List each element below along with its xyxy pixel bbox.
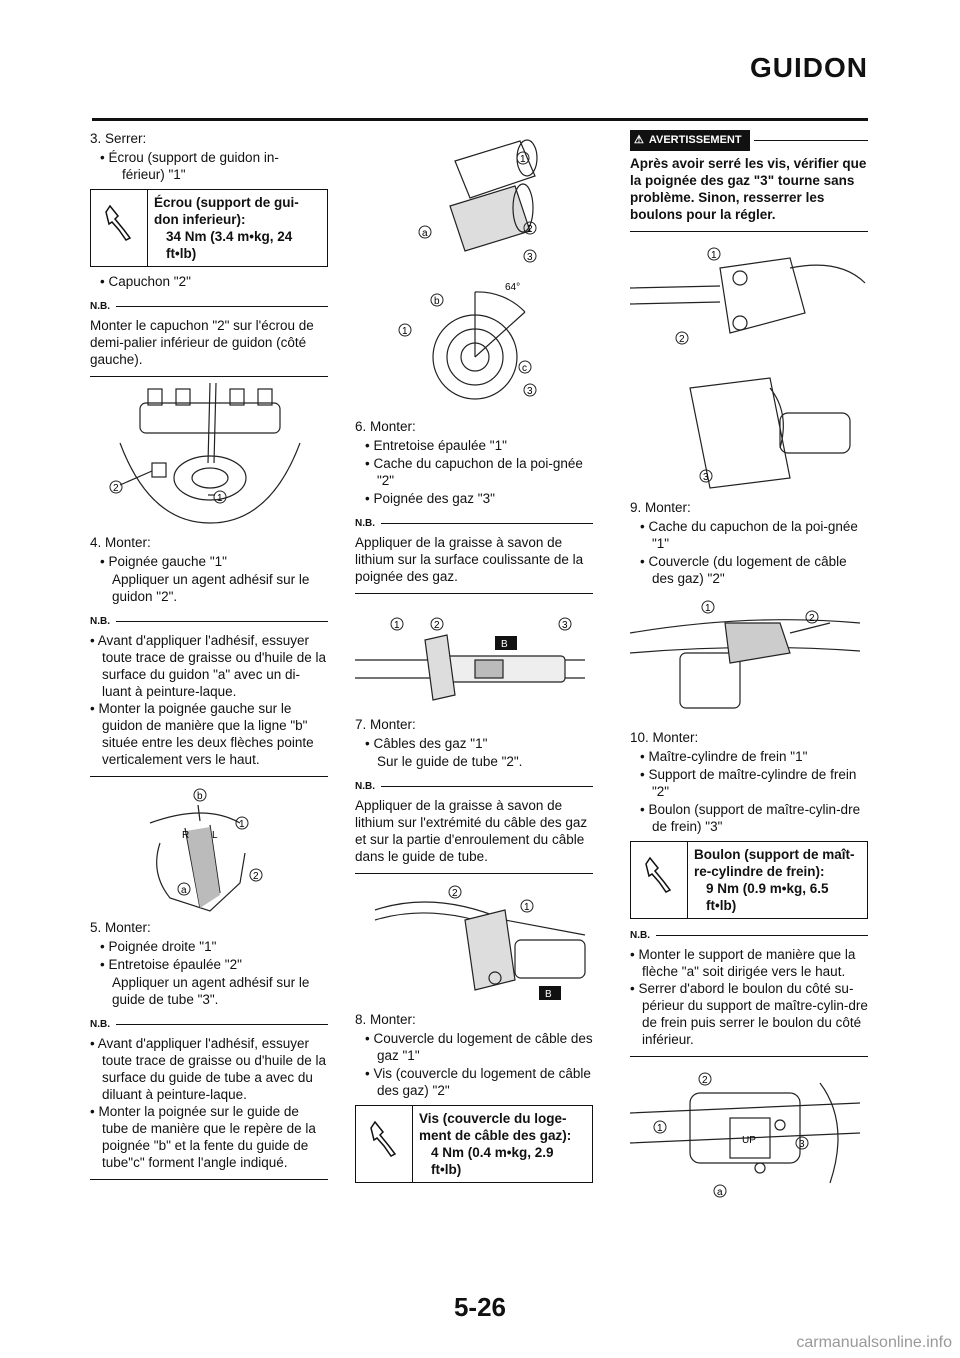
bullet: • Maître-cylindre de frein "1" (640, 749, 808, 764)
svg-text:1: 1 (657, 1123, 663, 1134)
svg-text:a: a (181, 885, 187, 896)
step-5: 5. Monter: (90, 920, 151, 935)
page-title: GUIDON (750, 52, 868, 83)
throttle-cable-figure (355, 880, 593, 1005)
bullet: • Boulon (support de maître-cylin-dre de frein) "3" (640, 802, 861, 834)
nb-label: N.B. (90, 298, 328, 315)
nb-text: Appliquer de la graisse à savon de lithium sur l'extrémité du câble des gaz et sur la partie d'enroulement du câble dans le guide de tube. (355, 795, 593, 874)
svg-text:2: 2 (113, 483, 119, 494)
bullet: • Écrou (support de guidon in- férieur) "1" (100, 150, 279, 182)
throttle-angle-figure (355, 272, 593, 412)
bullet-continuation: Appliquer un agent adhésif sur le guidon "2". (112, 572, 310, 604)
left-grip-figure (90, 783, 328, 913)
spec-value: ft•lb) (706, 898, 737, 913)
svg-text:2: 2 (253, 871, 259, 882)
nb-text: Appliquer de la graisse à savon de lithium sur la surface coulissante de la poignée des gaz. (355, 532, 593, 594)
bullet: • Cache du capuchon de la poi-gnée "1" (640, 519, 858, 551)
throttle-grip-figure (355, 600, 593, 710)
spec-value: 9 Nm (0.9 m•kg, 6.5 (706, 881, 829, 896)
right-grip-figure (355, 136, 593, 266)
svg-text:3: 3 (527, 252, 533, 263)
warning-icon: ⚠ (634, 134, 644, 146)
spec-value: 4 Nm (0.4 m•kg, 2.9 (431, 1145, 554, 1160)
step-4: 4. Monter: (90, 535, 151, 550)
bullet: • Cache du capuchon de la poi-gnée "2" (365, 456, 583, 488)
spec-value: ft•lb) (431, 1162, 462, 1177)
wrench-icon (91, 190, 148, 266)
steering-nut-figure (90, 383, 328, 528)
svg-text:a: a (717, 1187, 723, 1198)
svg-text:2: 2 (809, 613, 815, 624)
svg-text:R: R (182, 830, 190, 841)
spec-title: re-cylindre de frein): (694, 864, 825, 879)
svg-text:1: 1 (402, 326, 408, 337)
svg-text:1: 1 (394, 620, 400, 631)
nb-label: N.B. (90, 1016, 328, 1033)
nb-text: Monter le capuchon "2" sur l'écrou de demi-palier inférieur de guidon (côté gauche). (90, 315, 328, 377)
brake-master-cylinder-figure (630, 1063, 868, 1203)
cable-cover-figure (630, 593, 868, 723)
spec-value: 34 Nm (3.4 m•kg, 24 (166, 229, 293, 244)
spec-title: ment de câble des gaz): (419, 1128, 572, 1143)
svg-text:1: 1 (705, 603, 711, 614)
svg-text:B: B (501, 639, 508, 650)
svg-text:1: 1 (524, 902, 530, 913)
torque-spec-box (630, 841, 868, 919)
svg-text:3: 3 (527, 386, 533, 397)
warning-badge: ⚠ AVERTISSEMENT (630, 130, 750, 151)
svg-text:B: B (545, 989, 552, 1000)
nb-label: N.B. (90, 613, 328, 630)
svg-text:L: L (212, 830, 218, 841)
page-number: 5-26 (453, 1292, 507, 1322)
bullet-continuation: Appliquer un agent adhésif sur le guide de tube "3". (112, 975, 310, 1007)
nb-label: N.B. (355, 515, 593, 532)
bullet: • Couvercle (du logement de câble des gaz) "2" (640, 554, 847, 586)
torque-spec-box (90, 189, 328, 267)
bullet: • Capuchon "2" (100, 274, 191, 289)
svg-text:3: 3 (562, 620, 568, 631)
step-10: 10. Monter: (630, 730, 699, 745)
warning-header (630, 130, 868, 151)
nb-text (90, 630, 328, 777)
bullet: • Câbles des gaz "1" (365, 736, 488, 751)
svg-text:b: b (197, 791, 203, 802)
step-3: 3. Serrer: (90, 131, 147, 146)
step-8: 8. Monter: (355, 1012, 416, 1027)
step-9: 9. Monter: (630, 500, 691, 515)
bullet-continuation: Sur le guide de tube "2". (377, 754, 523, 769)
nb-bullet: • Monter la poignée gauche sur le guidon de manière que la ligne "b" située entre les deux flèches pointe verticalement vers le haut. (90, 701, 314, 767)
wrench-icon (631, 842, 688, 918)
svg-text:2: 2 (702, 1075, 708, 1086)
watermark: carmanualsonline.info (796, 1334, 952, 1351)
svg-text:UP: UP (742, 1135, 756, 1146)
header-rule (92, 118, 868, 121)
nb-bullet: • Serrer d'abord le boulon du côté su-périeur du support de maître-cylin-dre de frein puis serrer le boulon du côté inférieur. (630, 981, 868, 1047)
nb-bullet: • Avant d'appliquer l'adhésif, essuyer toute trace de graisse ou d'huile de la surface du guidon "a" avec un di-luant à peinture-laque. (90, 633, 326, 699)
bullet: • Support de maître-cylindre de frein "2" (640, 767, 857, 799)
svg-text:1: 1 (520, 154, 526, 165)
spec-title: Vis (couvercle du loge- (419, 1111, 567, 1126)
svg-text:b: b (434, 296, 440, 307)
nb-text (630, 944, 868, 1057)
bullet: • Vis (couvercle du logement de câble des gaz) "2" (365, 1066, 591, 1098)
step-7: 7. Monter: (355, 717, 416, 732)
svg-text:2: 2 (452, 888, 458, 899)
spec-value: ft•lb) (166, 246, 197, 261)
svg-text:2: 2 (434, 620, 440, 631)
bullet: • Poignée gauche "1" (100, 554, 227, 569)
nb-bullet: • Monter le support de manière que la flèche "a" soit dirigée vers le haut. (630, 947, 856, 979)
bullet: • Poignée droite "1" (100, 939, 217, 954)
nb-label: N.B. (355, 778, 593, 795)
warning-text: Après avoir serré les vis, vérifier que la poignée des gaz "3" tourne sans problème. Sinon, resserrer les boulons pour la régler. (630, 155, 868, 232)
wrench-icon (356, 1106, 413, 1182)
spec-title: Écrou (support de gui- (154, 195, 299, 210)
column-2 (355, 130, 593, 1189)
bullet: • Entretoise épaulée "1" (365, 438, 507, 453)
bullet: • Couvercle du logement de câble des gaz "1" (365, 1031, 593, 1063)
spec-title: don inferieur): (154, 212, 246, 227)
column-3 (630, 130, 868, 1209)
svg-text:1: 1 (217, 493, 223, 504)
nb-text (90, 1033, 328, 1180)
svg-text:3: 3 (703, 472, 709, 483)
nb-label: N.B. (630, 927, 868, 944)
bullet: • Poignée des gaz "3" (365, 491, 495, 506)
column-1 (90, 130, 328, 1184)
svg-text:64°: 64° (505, 282, 521, 293)
torque-spec-box (355, 1105, 593, 1183)
throttle-housing-figure (630, 238, 868, 493)
nb-bullet: • Avant d'appliquer l'adhésif, essuyer toute trace de graisse ou d'huile de la surface du guide de tube a avec du diluant à peinture-laque. (90, 1036, 326, 1102)
nb-bullet: • Monter la poignée sur le guide de tube de manière que le repère de la poignée "b" et la fente du guide de tube"c" forment l'angle indiqué. (90, 1104, 316, 1170)
svg-text:a: a (422, 228, 428, 239)
step-6: 6. Monter: (355, 419, 416, 434)
svg-text:1: 1 (239, 819, 245, 830)
svg-text:1: 1 (711, 250, 717, 261)
svg-text:3: 3 (799, 1139, 805, 1150)
spec-title: Boulon (support de maît- (694, 847, 855, 862)
svg-text:2: 2 (527, 224, 533, 235)
svg-text:2: 2 (679, 334, 685, 345)
bullet: • Entretoise épaulée "2" (100, 957, 242, 972)
svg-text:c: c (522, 363, 527, 374)
